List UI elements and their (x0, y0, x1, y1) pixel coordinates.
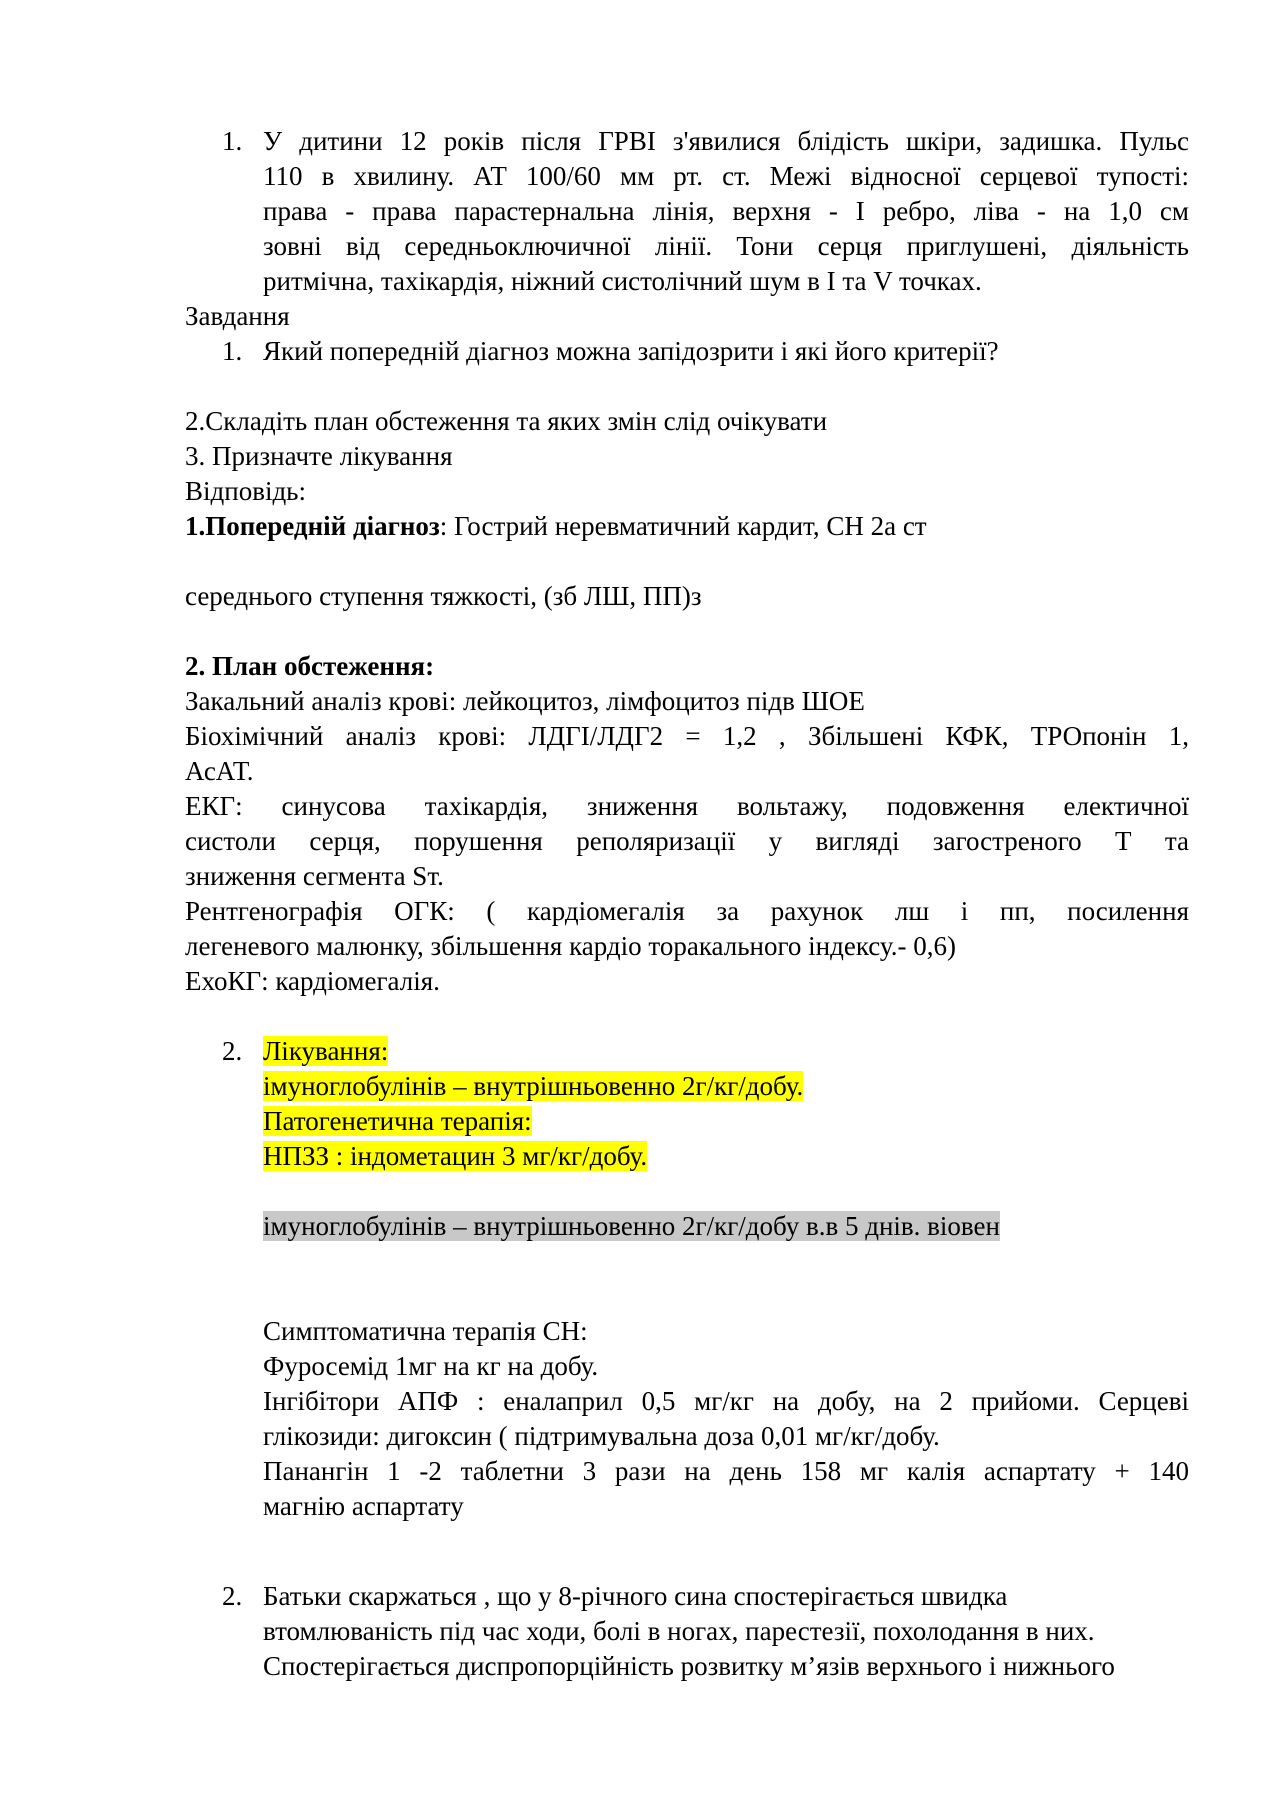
treatment-ig-line (263, 1069, 803, 1104)
treatment-ig2: імуноглобулінів – внутрішньовенно 2г/кг/добу в.в 5 днів. віовен (263, 1211, 1000, 1241)
q2-number: 2. (222, 1581, 243, 1611)
treatment-pan-line-2: магнію аспартату (263, 1491, 464, 1521)
treatment-ig2-line (263, 1209, 1000, 1244)
q2-line-3: Спостерігається диспропорційність розвитку м’язів верхнього і нижнього (263, 1651, 1115, 1681)
q1-line-5: ритмічна, тахікардія, ніжний систолічний шум в І та V точках. (263, 266, 982, 296)
treatment-ace-line-1: Інгібітори АПФ : еналаприл 0,5 мг/кг на добу, на 2 прийоми. Серцеві (263, 1386, 1189, 1416)
task1-text: Який попередній діагноз можна запідозрити і які його критерії? (263, 336, 999, 366)
plan-echo: ЕхоКГ: кардіомегалія. (185, 966, 440, 996)
q1-number: 1. (222, 126, 243, 156)
treatment-patho: Патогенетична терапія: (263, 1106, 532, 1136)
q1-line-4: зовні від середньоключичної лінії. Тони серця приглушені, діяльність (263, 231, 1189, 261)
task1-number: 1. (222, 336, 243, 366)
diagnosis-text: : Гострий неревматичний кардит, СН 2а ст (439, 511, 927, 541)
plan-ecg-line-2: систоли серця, порушення реполяризації у вигляді загостреного Т та (185, 826, 1189, 856)
q1-line-2: 110 в хвилину. АТ 100/60 мм рт. ст. Межі відносної серцевої тупості: (263, 161, 1189, 191)
treatment-furo: Фуросемід 1мг на кг на добу. (263, 1351, 599, 1381)
answer-label: Відповідь: (185, 476, 306, 506)
plan-cbc: Закальний аналіз крові: лейкоцитоз, лімфоцитоз підв ШОЕ (185, 686, 865, 716)
task3-text: 3. Призначте лікування (185, 441, 453, 471)
diagnosis-line-2: середнього ступення тяжкості, (зб ЛШ, ПП)з (185, 581, 702, 611)
diagnosis-label: 1.Попередній діагноз (185, 511, 440, 541)
plan-ecg-line-1: ЕКГ: синусова тахікардія, зниження вольтажу, подовження електичної (185, 791, 1189, 821)
treatment-pan-line-1: Панангін 1 -2 таблетни 3 рази на день 158 мг калія аспартату + 140 (263, 1456, 1189, 1486)
treatment-patho-line (263, 1104, 532, 1139)
plan-title: 2. План обстеження: (185, 651, 435, 681)
diagnosis-line (185, 509, 927, 544)
q2-line-1: Батьки скаржаться , що у 8-річного сина спостерігається швидка (263, 1581, 1008, 1611)
plan-ecg-line-3: зниження сегмента Sт. (185, 861, 444, 891)
q1-line-1: У дитини 12 років після ГРВІ з'явилися блідість шкіри, задишка. Пульс (263, 126, 1189, 156)
task2-text: 2.Складіть план обстеження та яких змін слід очікувати (185, 406, 828, 436)
plan-bio-line-1: Біохімічний аналіз крові: ЛДГІ/ЛДГ2 = 1,2 , Збільшені КФК, ТРОпонін 1, (185, 721, 1189, 751)
plan-bio-line-2: АсАТ. (185, 756, 254, 786)
q2-line-2: втомлюваність під час ходи, болі в ногах, парестезії, похолодання в них. (263, 1616, 1095, 1646)
treatment-title-line (263, 1034, 388, 1069)
treatment-number: 2. (222, 1036, 243, 1066)
treatment-nsaid: НПЗЗ : індометацин 3 мг/кг/добу. (263, 1141, 648, 1171)
treatment-ig: імуноглобулінів – внутрішньовенно 2г/кг/добу. (263, 1071, 804, 1101)
q1-line-3: права - права парастернальна лінія, верхня - І ребро, ліва - на 1,0 см (263, 196, 1189, 226)
plan-xray-line-1: Рентгенографія ОГК: ( кардіомегалія за рахунок лш і пп, посилення (185, 896, 1189, 926)
treatment-symp: Симптоматична терапія СН: (263, 1316, 588, 1346)
plan-xray-line-2: легеневого малюнку, збільшення кардіо торакального індексу.- 0,6) (185, 931, 956, 961)
treatment-nsaid-line (263, 1139, 647, 1174)
treatment-ace-line-2: глікозиди: дигоксин ( підтримувальна доза 0,01 мг/кг/добу. (263, 1421, 940, 1451)
task-label: Завдання (185, 301, 290, 331)
treatment-title: Лікування: (263, 1036, 389, 1066)
